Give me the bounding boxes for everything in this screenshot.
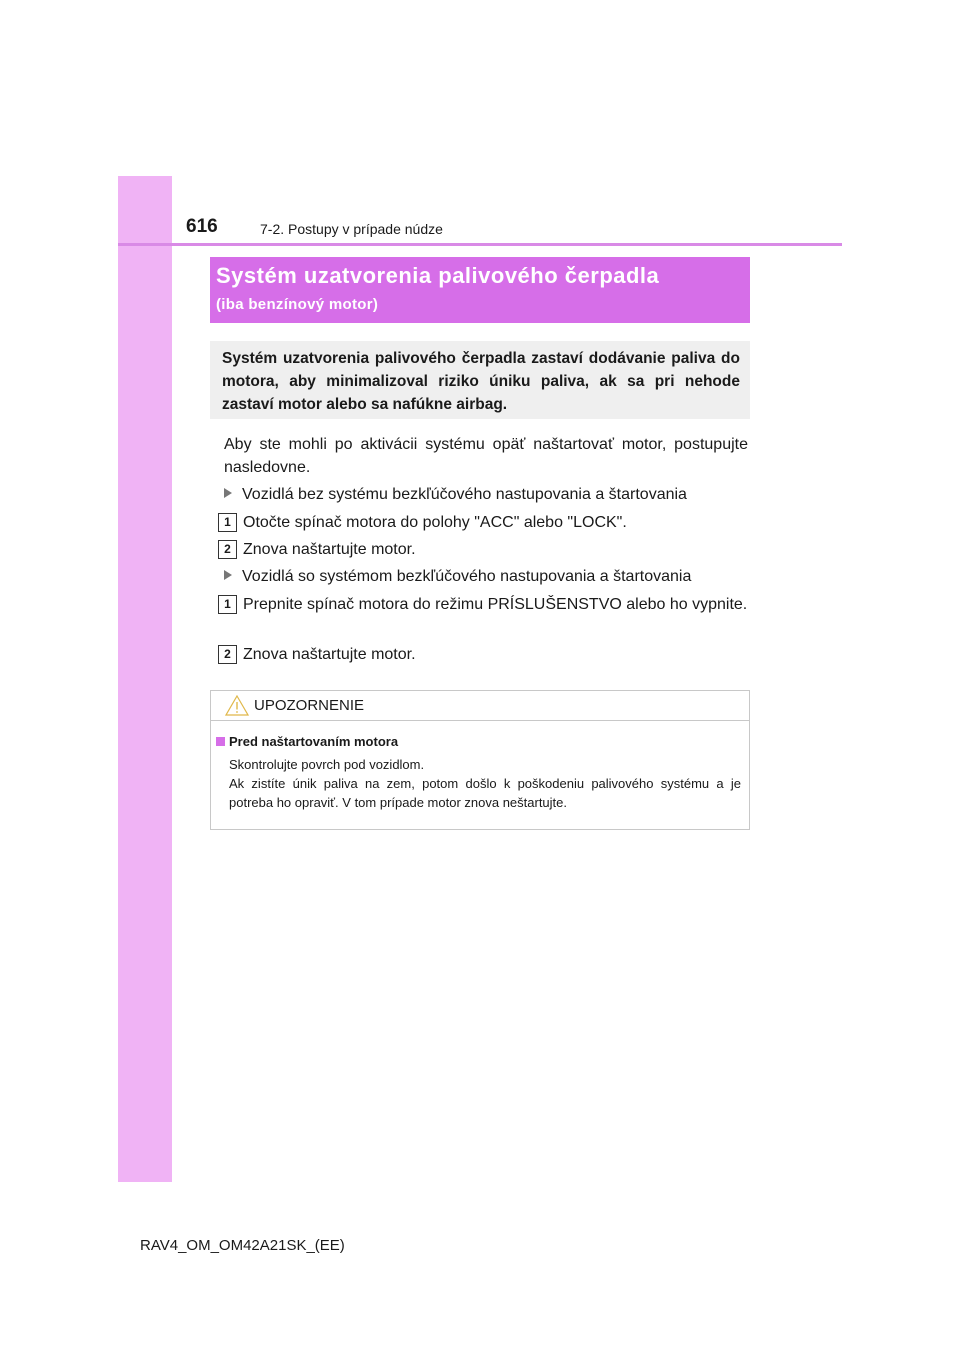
step-number-badge: 1	[218, 513, 237, 532]
group-heading-with-keyless	[224, 565, 691, 588]
step-text: Prepnite spínač motora do režimu PRÍSLUŠENSTVO alebo ho vypnite.	[243, 596, 748, 613]
page-number: 616	[186, 216, 218, 237]
step-number-badge: 2	[218, 540, 237, 559]
warning-triangle-icon	[225, 695, 249, 716]
triangle-bullet-icon	[224, 570, 232, 580]
group-heading-text: Vozidlá so systémom bezkľúčového nastupovania a štartovania	[242, 568, 692, 585]
topic-title-box	[210, 257, 750, 323]
warning-label: UPOZORNENIE	[254, 697, 365, 714]
topic-title: Systém uzatvorenia palivového čerpadla	[216, 263, 660, 288]
footer-code: RAV4_OM_OM42A21SK_(EE)	[140, 1237, 345, 1254]
warning-line: Ak zistíte únik paliva na zem, potom došlo k poškodeniu palivového systému a je potreba ho opraviť. V tom prípade motor znova neštartujte.	[229, 776, 741, 810]
warning-subheading-text: Pred naštartovaním motora	[229, 734, 399, 749]
group-heading-without-keyless	[224, 483, 687, 506]
topic-subtitle: (iba benzínový motor)	[216, 296, 379, 313]
summary-text: Systém uzatvorenia palivového čerpadla zastaví dodávanie paliva do motora, aby minimalizoval riziko úniku paliva, ak sa pri nehode zastaví motor alebo sa nafúkne airbag.	[222, 350, 740, 413]
side-tab-band	[118, 176, 172, 1182]
step-number-badge: 2	[218, 645, 237, 664]
warning-header	[211, 691, 749, 721]
step-text: Otočte spínač motora do polohy "ACC" alebo "LOCK".	[243, 514, 627, 531]
group-heading-text: Vozidlá bez systému bezkľúčového nastupovania a štartovania	[242, 486, 687, 503]
section-title: 7-2. Postupy v prípade núdze	[260, 221, 443, 237]
step-text: Znova naštartujte motor.	[243, 646, 416, 663]
intro-paragraph: Aby ste mohli po aktivácii systému opäť naštartovať motor, postupujte nasledovne.	[224, 436, 748, 476]
warning-body	[229, 755, 741, 812]
step-number-badge: 1	[218, 595, 237, 614]
step-text: Znova naštartujte motor.	[243, 541, 416, 558]
summary-box	[210, 341, 750, 419]
header-divider	[118, 243, 842, 246]
square-bullet-icon	[216, 737, 225, 746]
warning-box	[210, 690, 750, 830]
triangle-bullet-icon	[224, 488, 232, 498]
warning-line: Skontrolujte povrch pod vozidlom.	[229, 757, 425, 772]
warning-subheading	[216, 734, 398, 749]
